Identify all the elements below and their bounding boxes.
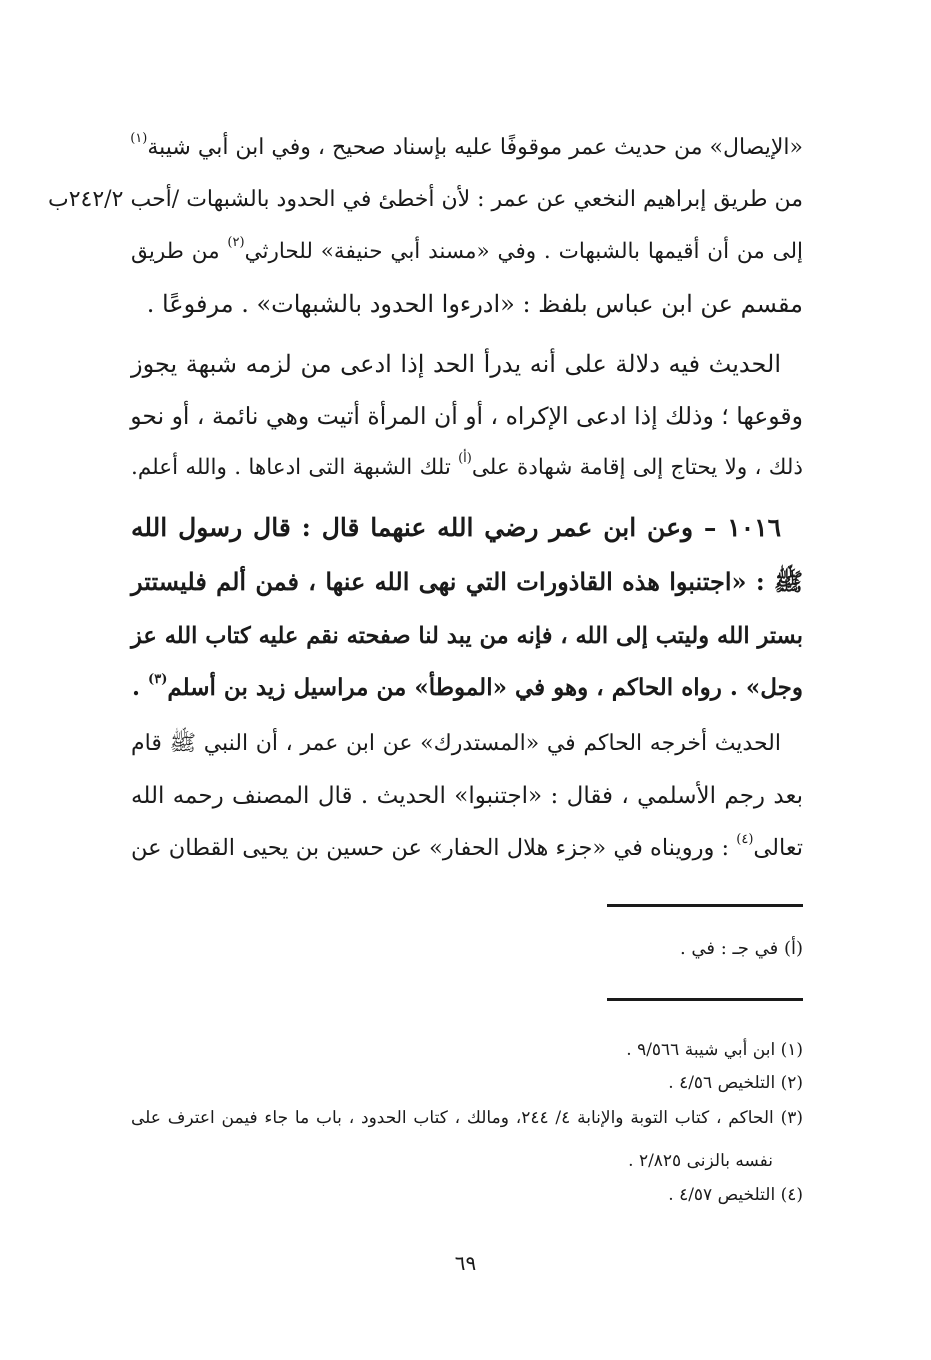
- footnote-separator: [607, 904, 803, 907]
- text-line: [131, 828, 803, 868]
- line-text: ﷺ : «اجتنبوا هذه القاذورات التي نهى الله عنها ، فمن ألم فليستتر: [131, 567, 803, 596]
- line-text: ١٠١٦ – وعن ابن عمر رضي الله عنهما قال : قال رسول الله: [131, 513, 781, 542]
- hadith-line: [131, 562, 803, 602]
- footnote-marker: (٢): [227, 235, 245, 250]
- footnote-marker: (٣): [148, 672, 168, 687]
- footnote-marker: (١): [130, 131, 148, 146]
- text-line: [131, 232, 803, 272]
- manuscript-folio-note: ٢٤٢/٢ب: [48, 187, 124, 212]
- line-text: وقوعها ؛ وذلك إذا ادعى الإكراه ، أو أن المرأة أتيت وهي نائمة ، أو نحو: [130, 402, 803, 430]
- text-line: [131, 128, 803, 168]
- page-number: ٦٩: [454, 1251, 477, 1275]
- text-line: [131, 344, 781, 384]
- line-text: بعد رجم الأسلمي ، فقال : «اجتنبوا» الحديث . قال المصنف رحمه الله: [131, 783, 803, 809]
- line-text: تلك الشبهة التى ادعاها . والله أعلم.: [131, 455, 451, 480]
- footnote-marker: (٤): [736, 832, 754, 847]
- footnote: (٣) الحاكم ، كتاب التوبة والإنابة ٤/ ٢٤٤، ومالك ، كتاب الحدود ، باب ما جاء فيمن اعترف على: [131, 1108, 803, 1128]
- line-text: بستر الله وليتب إلى الله ، فإنه من يبد لنا صفحته نقم عليه كتاب الله عز: [131, 623, 803, 649]
- line-text: من طريق: [131, 239, 220, 264]
- line-text: الحديث أخرجه الحاكم في «المستدرك» عن ابن عمر ، أن النبي ﷺ قام: [131, 731, 781, 756]
- line-text: : ورويناه في «جزء هلال الحفار» عن حسين بن يحيى القطان عن: [131, 835, 730, 861]
- line-text: وجل» . رواه الحاكم ، وهو في «الموطأ» من مراسيل زيد بن أسلم: [167, 674, 803, 701]
- line-text: من طريق إبراهيم النخعي عن عمر : لأن أخطئ في الحدود بالشبهات /أحب: [130, 187, 803, 212]
- text-line: [131, 180, 803, 220]
- text-line: [131, 724, 781, 764]
- line-text: تعالى: [753, 835, 803, 861]
- variant-note: (أ) في جـ : في .: [679, 938, 803, 959]
- line-text: مقسم عن ابن عباس بلفظ : «ادرءوا الحدود بالشبهات» . مرفوعًا .: [146, 290, 803, 318]
- footnote: (٤) التلخيص ٤/٥٧ .: [668, 1185, 803, 1205]
- text-line: [131, 776, 803, 816]
- line-text: .: [132, 674, 141, 701]
- text-line: [131, 284, 803, 324]
- variant-marker: (أ): [458, 451, 472, 466]
- footnote-continuation: نفسه بالزنى ٢/٨٢٥ .: [628, 1151, 773, 1171]
- line-text: ذلك ، ولا يحتاج إلى إقامة شهادة على: [471, 455, 803, 480]
- hadith-line: [131, 668, 803, 708]
- footnote: (١) ابن أبي شيبة ٩/٥٦٦ .: [626, 1040, 803, 1060]
- line-text: «الإيصال» من حديث عمر موقوفًا عليه بإسناد صحيح ، وفي ابن أبي شيبة: [147, 135, 803, 160]
- hadith-line: [131, 616, 803, 656]
- footnote-separator: [607, 998, 803, 1001]
- footnote: (٢) التلخيص ٤/٥٦ .: [668, 1073, 803, 1093]
- line-text: إلى من أن أقيمها بالشبهات . وفي «مسند أبي حنيفة» للحارثي: [244, 239, 804, 264]
- hadith-line: [131, 508, 781, 548]
- text-line: [131, 448, 803, 488]
- line-text: الحديث فيه دلالة على أنه يدرأ الحد إذا ادعى من لزمه شبهة يجوز: [131, 350, 781, 378]
- text-line: [131, 396, 803, 436]
